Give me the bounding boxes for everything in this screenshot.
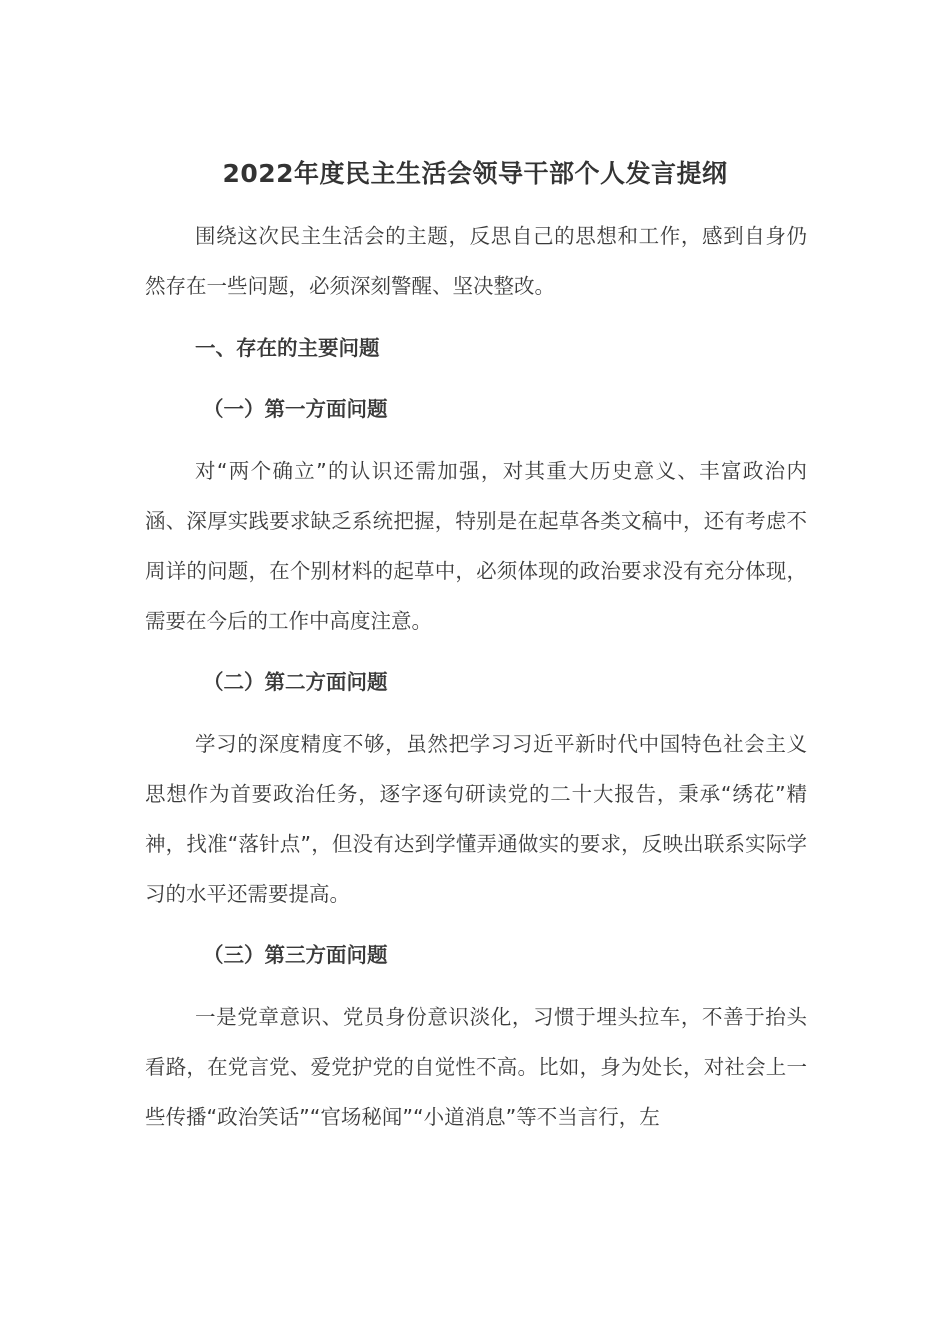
subsection-paragraph-2: 学习的深度精度不够，虽然把学习习近平新时代中国特色社会主义思想作为首要政治任务，逐字逐句研读党的二十大报告，秉承“绣花”精神，找准“落针点”，但没有达到学懂弄通做实的要求，反映出联系实际学习的水平还需要提高。 bbox=[145, 732, 807, 906]
subsection-heading-2: （二）第二方面问题 bbox=[203, 670, 388, 694]
subsection-heading-1: （一）第一方面问题 bbox=[203, 397, 388, 421]
document-title: 2022年度民主生活会领导干部个人发言提纲 bbox=[222, 159, 728, 188]
section-heading-1: 一、存在的主要问题 bbox=[195, 336, 380, 360]
subsection-paragraph-1: 对“两个确立”的认识还需加强，对其重大历史意义、丰富政治内涵、深厚实践要求缺乏系统把握，特别是在起草各类文稿中，还有考虑不周详的问题，在个别材料的起草中，必须体现的政治要求没有充分体现，需要在今后的工作中高度注意。 bbox=[145, 459, 807, 633]
subsection-paragraph-3: 一是党章意识、党员身份意识淡化，习惯于埋头拉车，不善于抬头看路，在党言党、爱党护党的自觉性不高。比如，身为处长，对社会上一些传播“政治笑话”“官场秘闻”“小道消息”等不当言行，左 bbox=[145, 1005, 807, 1129]
subsection-heading-3: （三）第三方面问题 bbox=[203, 943, 388, 967]
intro-paragraph: 围绕这次民主生活会的主题，反思自己的思想和工作，感到自身仍然存在一些问题，必须深刻警醒、坚决整改。 bbox=[145, 224, 807, 298]
